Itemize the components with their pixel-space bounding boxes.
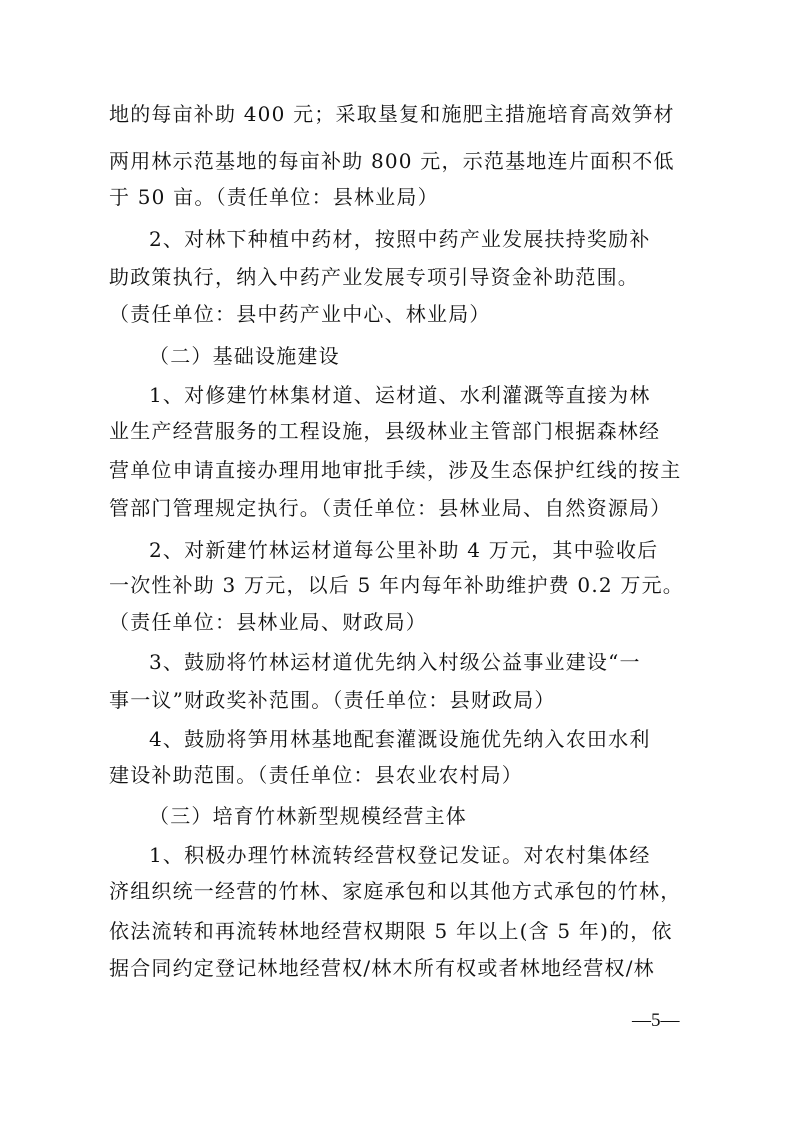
body-text-line: 地的每亩补助 400 元；采取垦复和施肥主措施培育高效笋材: [109, 102, 675, 126]
body-text-line: 2、对林下种植中药材，按照中药产业发展扶持奖励补: [149, 227, 651, 251]
body-text-line: 据合同约定登记林地经营权/林木所有权或者林地经营权/林: [109, 956, 655, 980]
body-text-line: 两用林示范基地的每亩补助 800 元，示范基地连片面积不低: [109, 149, 675, 173]
body-text-line: 营单位申请直接办理用地审批手续，涉及生态保护红线的按主: [109, 458, 682, 482]
body-text-line: 管部门管理规定执行。（责任单位：县林业局、自然资源局）: [109, 496, 672, 520]
page-number: —5—: [632, 1010, 680, 1031]
body-text-line: 助政策执行，纳入中药产业发展专项引导资金补助范围。: [109, 265, 639, 289]
body-text-line: 依法流转和再流转林地经营权期限 5 年以上(含 5 年)的，依: [109, 919, 673, 943]
section-heading: （二）基础设施建设: [149, 344, 340, 368]
body-text-line: 1、积极办理竹林流转经营权登记发证。对农村集体经: [149, 843, 651, 867]
body-text-line: 3、鼓励将竹林运材道优先纳入村级公益事业建设“一: [149, 650, 641, 674]
body-text-line: 建设补助范围。（责任单位：县农业农村局）: [109, 763, 523, 787]
section-heading: （三）培育竹林新型规模经营主体: [149, 804, 467, 828]
body-text-line: 业生产经营服务的工程设施，县级林业主管部门根据森林经: [109, 419, 661, 443]
body-text-line: （责任单位：县林业局、财政局）: [109, 610, 427, 634]
body-text-line: 1、对修建竹林集材道、运材道、水利灌溉等直接为林: [149, 383, 651, 407]
body-text-line: 于 50 亩。（责任单位：县林业局）: [109, 185, 439, 209]
body-text-line: 4、鼓励将笋用林基地配套灌溉设施优先纳入农田水利: [149, 727, 651, 751]
body-text-line: 济组织统一经营的竹林、家庭承包和以其他方式承包的竹林，: [109, 879, 682, 903]
body-text-line: 一次性补助 3 万元，以后 5 年内每年补助维护费 0.2 万元。: [109, 573, 684, 597]
body-text-line: （责任单位：县中药产业中心、林业局）: [109, 302, 491, 326]
body-text-line: 2、对新建竹林运材道每公里补助 4 万元，其中验收后: [149, 538, 659, 562]
body-text-line: 事一议”财政奖补范围。（责任单位：县财政局）: [109, 688, 556, 712]
